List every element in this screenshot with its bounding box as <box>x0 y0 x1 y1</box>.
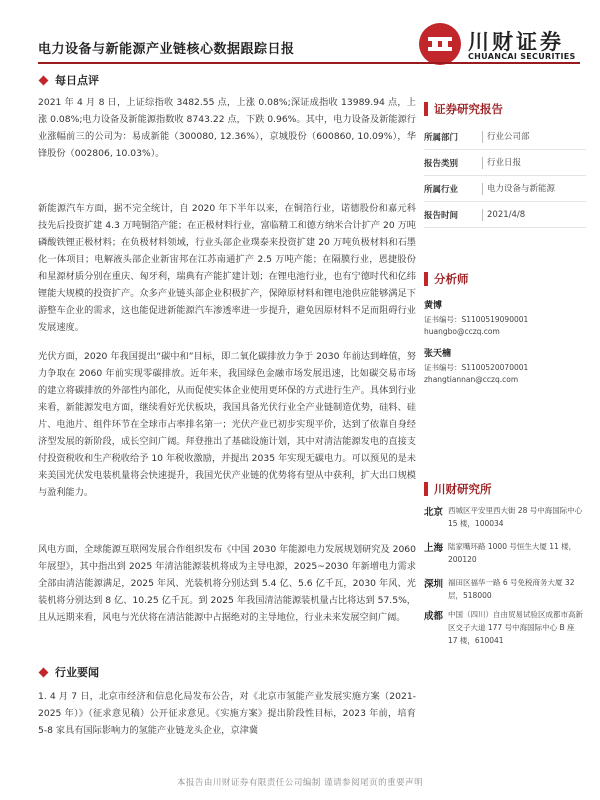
sidebar-heading-analyst <box>424 270 469 288</box>
paragraph-pv: 光伏方面，2020 年我国提出“碳中和”目标，即二氧化碳排放力争于 2030 年前达到峰值，努力争取在 2060 年前实现零碳排放。近年来，我国绿色金融市场发展迅速，比如碳交易市场的建立将碳排放的外部性内部化，从而促使实体企业使用更环保的方式进行生产。具体到行业来看，新能源发电方面，继续看好光伏板块，我国具备光伏行业全产业链制造优势，硅料、硅片、电池片、组件环节在全球市占率排名第一；光伏产业已初步实现平价，达到了依靠自身经济型发展的新阶段，成长空间广阔。拜登推出了基础设施计划，其中对清洁能源发电的直接支付投资税收和生产税收给予 10 年税收激励，并提出 2035 年实现无碳电力。可以预见的是未来美国光伏发电装机量将会快速提升，我国光伏产业链的优势将有望从中获利，扩大出口规模与盈利能力。 <box>38 351 416 498</box>
address-text: 中国（四川）自由贸易试验区成都市高新区交子大道 177 号中海国际中心 B 座 17 楼，610041 <box>448 610 583 645</box>
sidebar-heading-institute <box>424 480 492 498</box>
address-beijing <box>424 504 586 530</box>
paragraph-ev: 新能源汽车方面，据不完全统计，自 2020 年下半年以来，在铜箔行业，诺德股份和嘉元科技先后投资扩建 4.3 万吨铜箔产能；在正极材料行业，富临精工和德方纳米合计扩产 20 万吨磷酸铁锂正极材料；在负极材料领域，行业头部企业璞泰来投资扩建 20 万吨负极材料和石墨化一体项目；电解液头部企业新宙邦在江苏南通扩产 2.5 万吨产能；在隔膜行业，恩捷股份和星源材质分别在重庆、匈牙利，瑞典有产能扩建计划；在锂电池行业，也有宁德时代和亿纬锂能大规模的投资扩产。众多产业链头部企业积极扩产，保障原材料和锂电池供应能够满足下游整车企业的需求，这也能促进新能源汽车渗透率进一步提升，避免因原材料不足而阻碍行业发展速度。 <box>38 203 416 333</box>
address-city: 上海 <box>424 543 444 554</box>
address-city: 深圳 <box>424 579 444 590</box>
info-row <box>424 124 586 150</box>
paragraph-wind: 风电方面，全球能源互联网发展合作组织发布《中国 2030 年能源电力发展规划研究及 2060 年展望》，其中指出到 2025 年清洁能源装机将成为主导电源，2025~2030 年新增电力需求全部由清洁能源满足，2025 年风、光装机将分别达到 5.4 亿、5.6 亿千瓦，2030 年风、光装机将分别达到 8 亿、10.25 亿千瓦。到 2025 年我国清洁能源装机量占比将达到 57.5%，且从远期来看，风电与光伏将在清洁能源中占据绝对的主导地位，行业未来发展空间广阔。 <box>38 544 416 623</box>
analyst-title: 分析师 <box>434 272 469 286</box>
section-heading-daily-comment <box>38 72 99 88</box>
info-value: 2021/4/8 <box>482 209 586 221</box>
sidebar <box>424 100 586 645</box>
analyst-cert: 证书编号：S1100519090001 <box>424 315 529 324</box>
section-heading-industry-news <box>38 664 99 680</box>
info-value: 行业公司部 <box>482 131 586 143</box>
analyst-name: 黄博 <box>424 301 443 311</box>
info-key: 报告时间 <box>424 210 459 221</box>
institute-title: 川财研究所 <box>434 482 492 496</box>
report-title: 证券研究报告 <box>434 102 503 116</box>
sidebar-heading-report <box>424 100 586 118</box>
page-footer <box>0 770 600 790</box>
info-row <box>424 202 586 228</box>
address-chengdu <box>424 608 586 647</box>
address-city: 北京 <box>424 507 444 518</box>
info-row <box>424 150 586 176</box>
section-title: 每日点评 <box>55 74 99 87</box>
diamond-bullet-icon <box>39 75 49 85</box>
analyst-card <box>424 346 586 386</box>
analyst-email[interactable]: zhangtiannan@cczq.com <box>424 375 519 384</box>
info-key: 报告类别 <box>424 158 459 169</box>
info-value: 电力设备与新能源 <box>482 183 586 195</box>
address-text: 陆家嘴环路 1000 号恒生大厦 11 楼，200120 <box>448 542 577 564</box>
accent-bar-icon <box>424 482 428 496</box>
report-info-table <box>424 124 586 228</box>
address-shenzhen <box>424 576 586 602</box>
analyst-card <box>424 298 586 338</box>
analyst-email[interactable]: huangbo@cczq.com <box>424 327 500 336</box>
footer-disclaimer: 本报告由川财证券有限责任公司编制 谨请参阅尾页的重要声明 <box>176 778 424 788</box>
logo-english-name: CHUANCAI SECURITIES <box>468 52 576 61</box>
address-city: 成都 <box>424 611 444 622</box>
accent-bar-icon <box>424 272 428 286</box>
address-shanghai <box>424 540 586 566</box>
accent-bar-icon <box>424 102 428 116</box>
header-divider <box>38 62 580 64</box>
info-value: 行业日报 <box>482 157 586 169</box>
paragraph-news-1: 1. 4 月 7 日，北京市经济和信息化局发布公告，对《北京市氢能产业发展实施方案（2021-2025 年）》（征求意见稿）公开征求意见。《实施方案》提出阶段性目标，2023 年前，培育 5-8 家具有国际影响力的氢能产业链龙头企业，京津冀 <box>38 691 416 736</box>
address-text: 福田区福华一路 6 号免税商务大厦 32 层，518000 <box>448 578 575 600</box>
section-title: 行业要闻 <box>55 666 99 679</box>
document-title: 电力设备与新能源产业链核心数据跟踪日报 <box>38 42 295 57</box>
logo-chinese-name: 川财证券 <box>468 30 564 54</box>
info-row <box>424 176 586 202</box>
analyst-cert: 证书编号：S1100520070001 <box>424 363 529 372</box>
diamond-bullet-icon <box>39 667 49 677</box>
info-key: 所属部门 <box>424 132 459 143</box>
analyst-name: 张天楠 <box>424 349 452 359</box>
paragraph-market-summary: 2021 年 4 月 8 日，上证综指收 3482.55 点，上涨 0.08%;深证成指收 13989.94 点，上涨 0.08%;电力设备及新能源指数收 8743.22 点，下跌 0.96%。其中，电力设备及新能源行业涨幅前三的公司为：易成新能（300080, 12.36%），京城股份（600860, 10.09%），华锋股份（002806, 10.03%）。 <box>38 97 416 159</box>
company-logo <box>418 22 578 66</box>
page-header <box>0 0 600 70</box>
address-text: 西城区平安里西大街 28 号中海国际中心 15 楼，100034 <box>448 506 583 528</box>
chuancai-logo-icon <box>418 22 462 66</box>
info-key: 所属行业 <box>424 184 459 195</box>
main-content <box>38 68 416 768</box>
